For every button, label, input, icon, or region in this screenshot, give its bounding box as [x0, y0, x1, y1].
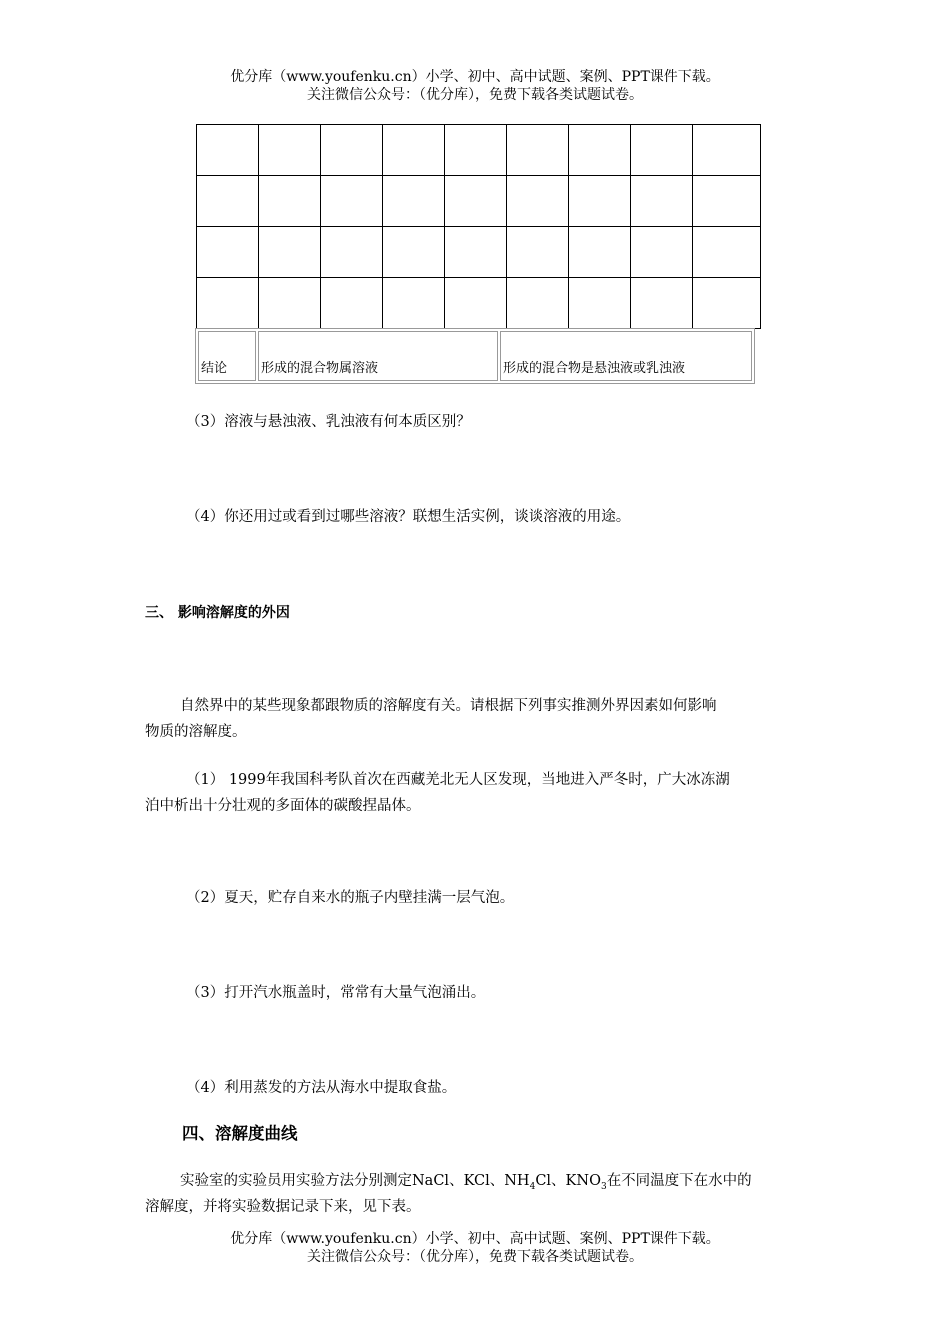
- table-cell: [383, 227, 445, 278]
- section-4-text-part-2: Cl、KNO: [535, 1173, 601, 1189]
- table-cell: [321, 125, 383, 176]
- table-cell: [383, 278, 445, 329]
- table-cell: [197, 125, 259, 176]
- header-line-1: 优分库（www.youfenku.cn）小学、初中、高中试题、案例、PPT课件下载。: [230, 69, 720, 85]
- table-cell: [507, 125, 569, 176]
- table-cell: [507, 176, 569, 227]
- table-cell: [383, 176, 445, 227]
- section-3-intro-1: 自然界中的某些现象都跟物质的溶解度有关。请根据下列事实推测外界因素如何影响: [180, 698, 717, 714]
- header-line-2: 关注微信公众号：（优分库），免费下载各类试题试卷。: [307, 87, 643, 103]
- table-cell: [259, 278, 321, 329]
- table-row: [197, 125, 761, 176]
- table-cell: [259, 125, 321, 176]
- table-row: [197, 227, 761, 278]
- table-cell: [693, 176, 761, 227]
- table-cell: [445, 278, 507, 329]
- table-cell: [693, 227, 761, 278]
- table-cell: [631, 227, 693, 278]
- table-row: [197, 176, 761, 227]
- section-3-item-3: （3）打开汽水瓶盖时，常常有大量气泡涌出。: [186, 985, 486, 1001]
- table-cell: [631, 125, 693, 176]
- table-cell: [321, 176, 383, 227]
- section-3-item-1b: 泊中析出十分壮观的多面体的碳酸捏晶体。: [145, 798, 421, 814]
- table-cell: [445, 227, 507, 278]
- conclusion-solution: 形成的混合物属溶液: [258, 331, 498, 381]
- table-cell: [693, 125, 761, 176]
- section-3-item-2: （2）夏天，贮存自来水的瓶子内壁挂满一层气泡。: [186, 890, 515, 906]
- table-cell: [569, 278, 631, 329]
- table-cell: [197, 278, 259, 329]
- kno3-subscript: 3: [600, 1181, 607, 1192]
- nh4-subscript: 4: [529, 1181, 536, 1192]
- table-cell: [569, 176, 631, 227]
- table-cell: [569, 227, 631, 278]
- table-cell: [321, 278, 383, 329]
- section-3-intro-2: 物质的溶解度。: [145, 724, 247, 740]
- table-cell: [693, 278, 761, 329]
- table-cell: [197, 227, 259, 278]
- table-cell: [321, 227, 383, 278]
- table-cell: [569, 125, 631, 176]
- question-4: （4）你还用过或看到过哪些溶液？联想生活实例，谈谈溶液的用途。: [186, 509, 631, 525]
- observation-table: [196, 124, 761, 329]
- footer-line-2: 关注微信公众号：（优分库），免费下载各类试题试卷。: [307, 1249, 643, 1265]
- section-4-text-part-1: 实验室的实验员用实验方法分别测定NaCl、KCl、NH: [180, 1173, 530, 1189]
- conclusion-label: 结论: [198, 331, 256, 381]
- section-3-item-4: （4）利用蒸发的方法从海水中提取食盐。: [186, 1080, 457, 1096]
- table-cell: [259, 227, 321, 278]
- table-row: [197, 278, 761, 329]
- section-4-text-2: 溶解度，并将实验数据记录下来，见下表。: [145, 1199, 421, 1215]
- table-cell: [445, 125, 507, 176]
- table-cell: [197, 176, 259, 227]
- table-cell: [507, 278, 569, 329]
- table-cell: [507, 227, 569, 278]
- section-3-item-1a: （1） 1999年我国科考队首次在西藏羌北无人区发现，当地进入严冬时，广大冰冻湖: [186, 772, 730, 788]
- table-cell: [445, 176, 507, 227]
- footer-line-1: 优分库（www.youfenku.cn）小学、初中、高中试题、案例、PPT课件下载。: [230, 1231, 720, 1247]
- table-cell: [259, 176, 321, 227]
- section-4-title: 四、溶解度曲线: [182, 1124, 298, 1143]
- section-3-title: 三、 影响溶解度的外因: [145, 605, 290, 621]
- section-4-text-part-3: 在不同温度下在水中的: [606, 1173, 752, 1189]
- question-3: （3）溶液与悬浊液、乳浊液有何本质区别？: [186, 414, 471, 430]
- table-cell: [383, 125, 445, 176]
- conclusion-suspension: 形成的混合物是悬浊液或乳浊液: [500, 331, 752, 381]
- table-cell: [631, 176, 693, 227]
- table-cell: [631, 278, 693, 329]
- conclusion-table: [195, 328, 755, 384]
